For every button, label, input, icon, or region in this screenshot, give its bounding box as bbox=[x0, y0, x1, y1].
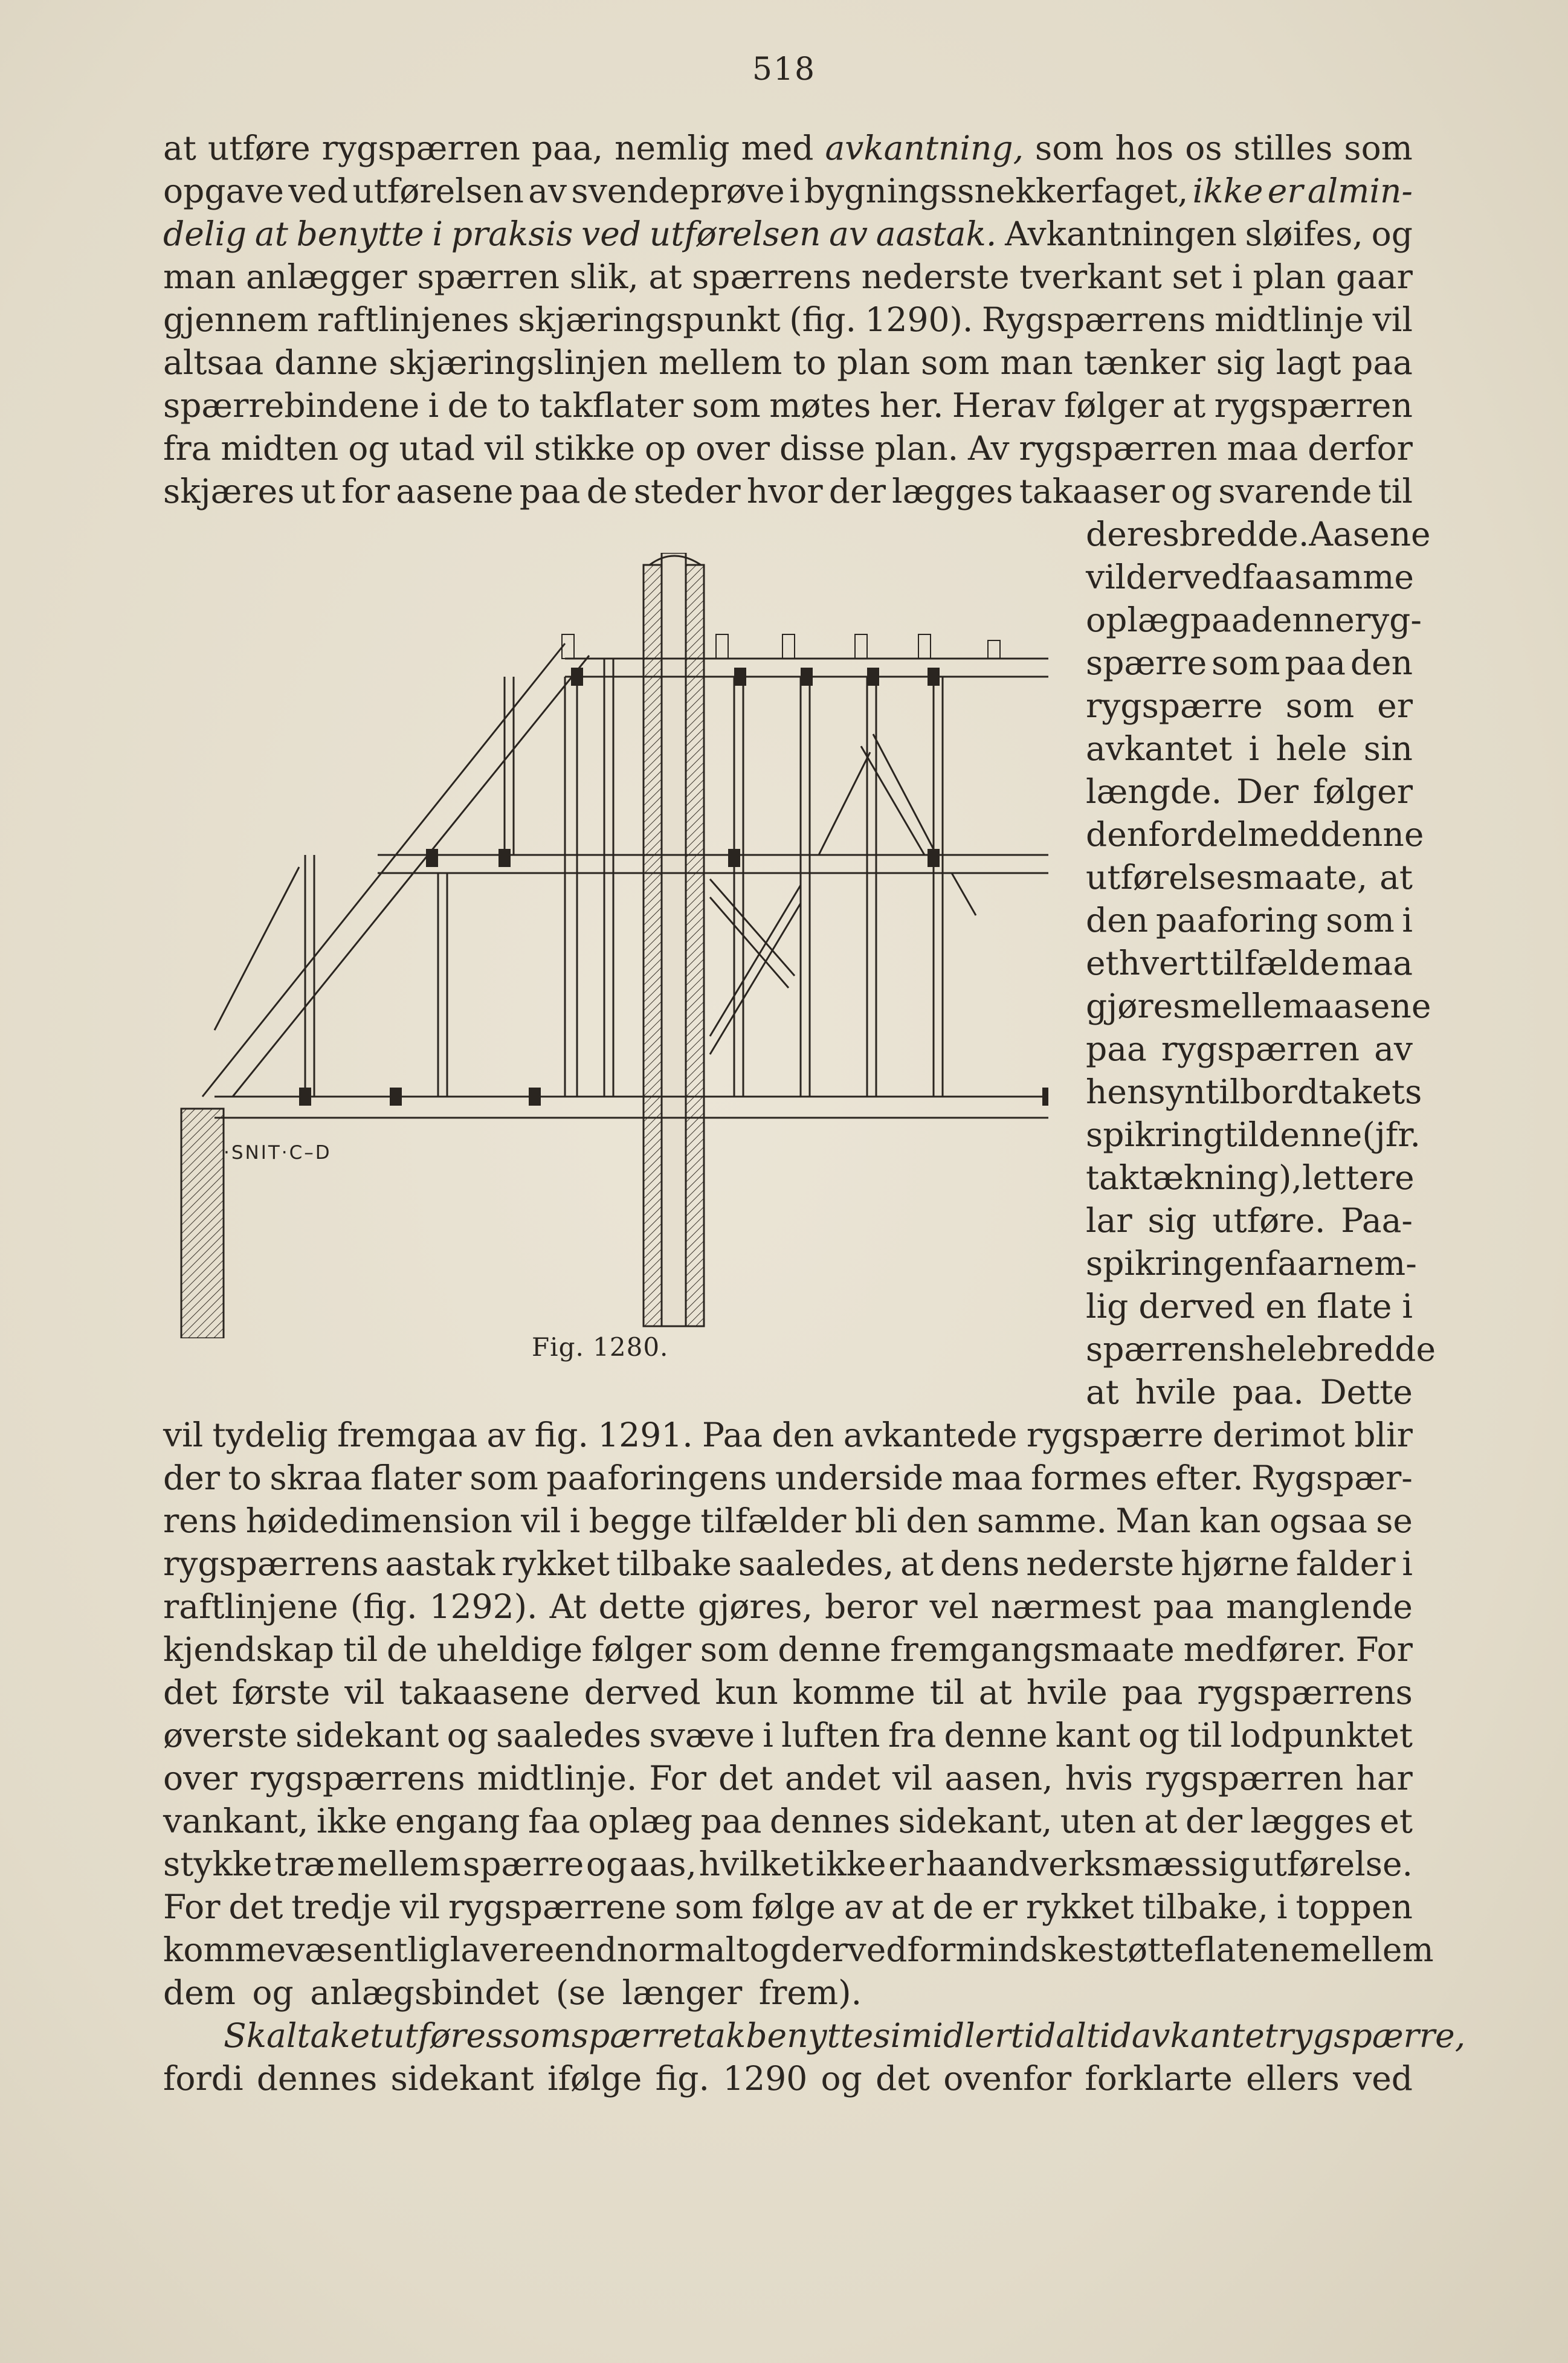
text-line: den paaforing som i bbox=[1086, 901, 1413, 940]
text-line: spikringen faar nem- bbox=[1086, 1244, 1417, 1283]
text-line: hensyn til bordtakets bbox=[1086, 1072, 1422, 1111]
text-line: altsaa danne skjæringslinjen mellem to plan som man tænker sig lagt paa bbox=[163, 343, 1413, 382]
text-line: For det tredje vil rygspærrene som følge av at de er rykket tilbake, i toppen bbox=[163, 1887, 1413, 1926]
text-line: komme væsentlig lavere end normalt og derved formindske støtteflatene mellem bbox=[163, 1930, 1434, 1969]
text-line: dem og anlægsbindet (se længer frem). bbox=[163, 1973, 862, 2012]
text-line: skjæres ut for aasene paa de steder hvor der lægges takaaser og svarende til bbox=[163, 472, 1413, 511]
text-line: spikring til denne (jfr. bbox=[1086, 1115, 1421, 1154]
text-line: rens høidedimension vil i begge tilfælder bli den samme. Man kan ogsaa se bbox=[163, 1501, 1413, 1540]
text-line: spærre som paa den bbox=[1086, 643, 1413, 682]
text-line: Skal taket utføres som spærretak benyttes imidlertid altid avkantet rygspærre, bbox=[224, 2016, 1466, 2055]
text-line: spærrebindene i de to takflater som møtes her. Herav følger at rygspærren bbox=[163, 386, 1413, 425]
section-label: ·SNIT·C–D bbox=[224, 1142, 332, 1164]
text-line: rygspærrens aastak rykket tilbake saaledes, at dens nederste hjørne falder i bbox=[163, 1544, 1413, 1583]
braces bbox=[215, 734, 976, 1054]
text-line: den fordel med denne bbox=[1086, 815, 1424, 854]
stud-caps bbox=[562, 634, 1000, 659]
text-line: kjendskap til de uheldige følger som denne fremgangsmaate medfører. For bbox=[163, 1630, 1413, 1669]
center-post-right bbox=[686, 565, 704, 1326]
text-line: delig at benytte i praksis ved utførelsen av aastak. Avkantningen sløifes, og bbox=[163, 214, 1413, 253]
text-line: taktækning), lettere bbox=[1086, 1158, 1415, 1197]
text-line: paa rygspærren av bbox=[1086, 1030, 1413, 1068]
page-number: 518 bbox=[752, 51, 816, 88]
studs bbox=[305, 659, 943, 1097]
rafter-outer bbox=[202, 643, 565, 1097]
center-post-left bbox=[644, 565, 662, 1326]
text-line: fordi dennes sidekant ifølge fig. 1290 og det ovenfor forklarte ellers ved bbox=[163, 2059, 1413, 2098]
text-line: deres bredde. Aasene bbox=[1086, 515, 1431, 553]
left-wall bbox=[181, 1109, 224, 1338]
text-line: at utføre rygspærren paa, nemlig med avkantning, som hos os stilles som bbox=[163, 129, 1413, 167]
text-line: gjøres mellem aasene bbox=[1086, 987, 1431, 1025]
rafter-inner bbox=[233, 656, 589, 1097]
text-line: utførelsesmaate, at bbox=[1086, 858, 1413, 897]
text-line: vil derved faa samme bbox=[1086, 558, 1414, 596]
text-line: ethvert tilfælde maa bbox=[1086, 944, 1413, 982]
text-line: oplæg paa denne ryg- bbox=[1086, 601, 1422, 639]
text-line: raftlinjene (fig. 1292). At dette gjøres, beror vel nærmest paa manglende bbox=[163, 1587, 1413, 1626]
text-line: lig derved en flate i bbox=[1086, 1287, 1413, 1326]
text-line: opgave ved utførelsen av svendeprøve i bygningssnekkerfaget, ikke er almin- bbox=[163, 172, 1413, 210]
text-line: man anlægger spærren slik, at spærrens nederste tverkant set i plan gaar bbox=[163, 257, 1413, 296]
text-line: lar sig utføre. Paa- bbox=[1086, 1201, 1413, 1240]
roof-truss-figure bbox=[178, 553, 1054, 1338]
text-line: det første vil takaasene derved kun komme til at hvile paa rygspærrens bbox=[163, 1673, 1413, 1712]
text-line: avkantet i hele sin bbox=[1086, 729, 1413, 768]
text-line: øverste sidekant og saaledes svæve i luften fra denne kant og til lodpunktet bbox=[163, 1716, 1413, 1755]
text-line: over rygspærrens midtlinje. For det andet vil aasen, hvis rygspærren har bbox=[163, 1759, 1413, 1797]
text-line: at hvile paa. Dette bbox=[1086, 1373, 1413, 1411]
text-line: spærrens hele bredde bbox=[1086, 1330, 1436, 1368]
text-line: vil tydelig fremgaa av fig. 1291. Paa den avkantede rygspærre derimot blir bbox=[163, 1416, 1413, 1454]
center-post-core bbox=[662, 553, 686, 1326]
text-line: rygspærre som er bbox=[1086, 686, 1413, 725]
text-line: længde. Der følger bbox=[1086, 772, 1413, 811]
figure-caption: Fig. 1280. bbox=[532, 1332, 669, 1362]
text-line: fra midten og utad vil stikke op over disse plan. Av rygspærren maa derfor bbox=[163, 429, 1413, 468]
text-line: der to skraa flater som paaforingens underside maa formes efter. Rygspær- bbox=[163, 1459, 1413, 1497]
text-line: stykke træ mellem spærre og aas, hvilket ikke er haandverksmæssig utførelse. bbox=[163, 1845, 1413, 1883]
text-line: vankant, ikke engang faa oplæg paa dennes sidekant, uten at der lægges et bbox=[163, 1802, 1413, 1840]
text-line: gjennem raftlinjenes skjæringspunkt (fig. 1290). Rygspærrens midtlinje vil bbox=[163, 300, 1413, 339]
